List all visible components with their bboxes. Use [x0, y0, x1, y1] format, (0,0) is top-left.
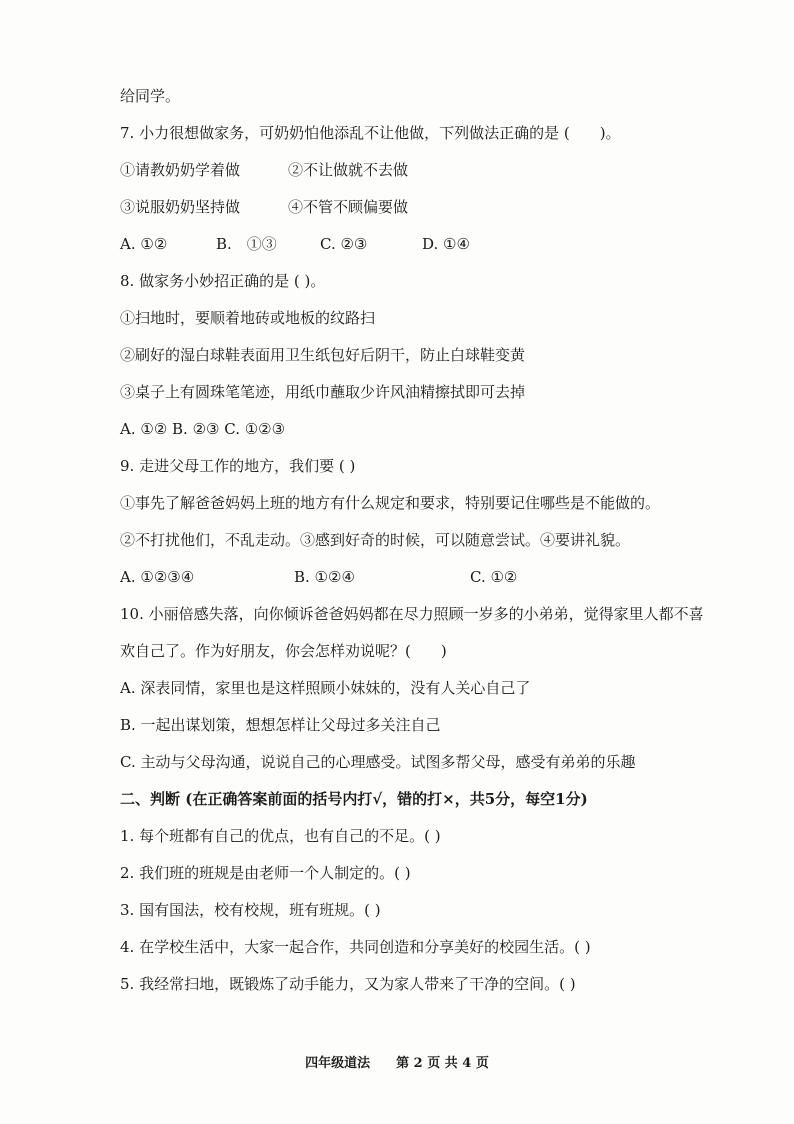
q8-option-2: ②刷好的湿白球鞋表面用卫生纸包好后阴干，防止白球鞋变黄 — [120, 346, 526, 364]
question-8: 8. 做家务小妙招正确的是 ( )。 — [120, 272, 326, 290]
q10-choice-b: B. 一起出谋划策，想想怎样让父母过多关注自己 — [120, 716, 441, 734]
q9-choice-b: B. ①②④ — [294, 568, 355, 586]
q8-choices: A. ①② B. ②③ C. ①②③ — [120, 420, 286, 438]
q10-choice-c: C. 主动与父母沟通，说说自己的心理感受。试图多帮父母，感受有弟弟的乐趣 — [120, 753, 636, 771]
q9-choice-a: A. ①②③④ — [120, 568, 195, 586]
q10-choice-a: A. 深表同情，家里也是这样照顾小妹妹的，没有人关心自己了 — [120, 679, 531, 697]
text-line-continuation: 给同学。 — [120, 87, 181, 105]
q9-option-2: ②不打扰他们，不乱走动。③感到好奇的时候，可以随意尝试。④要讲礼貌。 — [120, 531, 631, 549]
judge-item-5: 5. 我经常扫地，既锻炼了动手能力，又为家人带来了干净的空间。( ) — [120, 975, 576, 993]
q7-choice-d: D. ①④ — [422, 235, 470, 253]
judge-item-1: 1. 每个班都有自己的优点，也有自己的不足。( ) — [120, 827, 441, 845]
judge-item-4: 4. 在学校生活中，大家一起合作，共同创造和分享美好的校园生活。( ) — [120, 938, 591, 956]
q7-choice-c: C. ②③ — [320, 235, 368, 253]
q7-option-3: ③说服奶奶坚持做 — [120, 198, 241, 216]
q7-choice-a: A. ①② — [120, 235, 168, 253]
judge-item-2: 2. 我们班的班规是由老师一个人制定的。( ) — [120, 864, 411, 882]
q8-option-1: ①扫地时，要顺着地砖或地板的纹路扫 — [120, 309, 376, 327]
q9-choice-c: C. ①② — [470, 568, 518, 586]
question-9: 9. 走进父母工作的地方，我们要 ( ) — [120, 457, 356, 475]
q7-option-2: ②不让做就不去做 — [288, 161, 409, 179]
q7-option-4: ④不管不顾偏要做 — [288, 198, 409, 216]
question-7: 7. 小力很想做家务，可奶奶怕他添乱不让他做，下列做法正确的是 ( )。 — [120, 124, 621, 142]
q9-option-1: ①事先了解爸爸妈妈上班的地方有什么规定和要求，特别要记住哪些是不能做的。 — [120, 494, 661, 512]
page-footer: 四年级道法 第 2 页 共 4 页 — [305, 1056, 489, 1071]
section-2-heading: 二、判断 (在正确答案前面的括号内打√，错的打×，共5分，每空1分) — [120, 790, 588, 808]
question-10-line-2: 欢自己了。作为好朋友，你会怎样劝说呢？( ) — [120, 642, 447, 660]
q7-option-1: ①请教奶奶学着做 — [120, 161, 241, 179]
question-10-line-1: 10. 小丽倍感失落，向你倾诉爸爸妈妈都在尽力照顾一岁多的小弟弟，觉得家里人都不喜 — [120, 605, 704, 623]
judge-item-3: 3. 国有国法，校有校规，班有班规。( ) — [120, 901, 381, 919]
q8-option-3: ③桌子上有圆珠笔笔迹，用纸巾蘸取少许风油精擦拭即可去掉 — [120, 383, 526, 401]
q7-choice-b: B. ①③ — [216, 235, 277, 253]
